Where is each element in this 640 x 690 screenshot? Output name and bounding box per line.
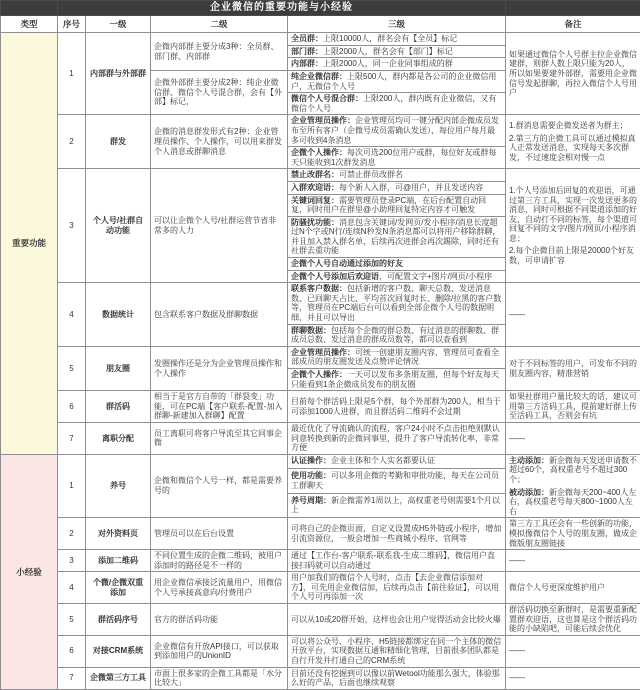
level2-cell: 用企业微信承接泛流量用户，用微信个人号承接高意向/付费用户 <box>151 572 288 604</box>
level3-cell <box>288 604 506 636</box>
no-cell: 3 <box>58 550 86 572</box>
feature-text: 上限10000人，群名会有【全员】标记 <box>323 34 457 43</box>
note-paragraph <box>509 456 637 485</box>
table-row <box>1 572 640 604</box>
level3-cell <box>288 422 506 454</box>
note-cell <box>506 422 640 454</box>
table-row <box>1 346 640 368</box>
no-cell: 7 <box>58 667 86 689</box>
title-spacer-left <box>1 1 58 16</box>
feature-text: 上限500人，群内都是各公司的企业微信用户，无微信个人号 <box>291 72 496 91</box>
note-text: 如果社群用户量比较大的话，建议可用第三方活码工具，提前建好群上传至活码工具，否则会有坑 <box>509 392 637 420</box>
no-cell: 1 <box>58 454 86 518</box>
note-text: 1.个人号添加后回复的欢迎语，可通过第三方工具，实现一次发送更多的消息，同时可根据不同渠道添加的好友，自动打不同的标签，每个渠道可回复不同的文字/图片/网页/小程序消息； <box>509 186 637 243</box>
note-text: 如果通过微信个人号群主拉企业微信建群，则群人数上限只能为20人，所以如果要建外部群，需要用企业微信号发起群聊，再拉入微信个人号用户 <box>509 50 637 97</box>
level1-cell: 离职分配 <box>86 422 151 454</box>
table-row <box>1 550 640 572</box>
feature-text: 上限2000人，群名会有【部门】标记 <box>323 47 453 56</box>
note-paragraph <box>509 583 637 593</box>
note-cell <box>506 169 640 283</box>
note-paragraph <box>509 605 637 634</box>
feature-text: 可以从10或20群开始，这样也会让用户觉得活动会比较火爆 <box>291 615 501 624</box>
no-cell: 5 <box>58 604 86 636</box>
level3-cell <box>288 518 506 550</box>
note-cell <box>506 115 640 169</box>
feature-text: 可禁止群员改群名 <box>339 170 403 179</box>
feature-term: 部门群： <box>291 47 323 56</box>
level2-cell: 员工离职可将客户导流至其它同事企微 <box>151 422 288 454</box>
note-paragraph <box>509 434 637 444</box>
level2-cell: 发圈操作还是分为企业管理员操作和个人操作 <box>151 346 288 390</box>
level1-cell: 群活码序号 <box>86 604 151 636</box>
level1-cell: 企微第三方工具 <box>86 667 151 689</box>
feature-text: 包括每个企微的群总数、有过消息的群聊数、群成员总数、发过消息的群成员数等，都可以查看到 <box>291 326 499 345</box>
feature-text: 包括新增的客户数、聊天总数、发送消息数、已回聊天占比、平均首次回复时长、删除/拉黑的客户数等，管理员在PC端后台可以看到全部企微个人号的数据明细，并且可以导出 <box>291 284 501 322</box>
feature-term: 关键词回复： <box>291 196 339 205</box>
note-paragraph <box>509 392 637 421</box>
note-paragraph <box>509 121 637 131</box>
table-row <box>1 391 640 423</box>
feature-term: 联系客户数据： <box>291 284 347 293</box>
note-term: 主动添加： <box>509 456 549 465</box>
table-body <box>1 33 640 690</box>
level3-cell <box>288 70 506 92</box>
level3-cell <box>288 147 506 169</box>
no-cell: 2 <box>58 115 86 169</box>
table-row <box>1 604 640 636</box>
feature-text: 每个新人入群，可@用户，并且发送内容 <box>339 183 483 192</box>
feature-text: 最近优化了导流确认的流程，客户24小时不点击拒绝则默认同意转换到新的企微同事里，提升了客户导流转化率，非常方便 <box>291 424 500 452</box>
note-cell <box>506 391 640 423</box>
level1-cell: 养号 <box>86 454 151 518</box>
level3-cell <box>288 468 506 493</box>
table-row <box>1 422 640 454</box>
table-row <box>1 33 640 46</box>
table-row <box>1 635 640 667</box>
feature-term: 企业管理员操作： <box>291 116 355 125</box>
note-text: 新企微每天200~400人左右，高权重老号每天800~1000人左右 <box>509 488 636 516</box>
feature-text: 用户加我们的微信个人号时，点击【去企业微信添加对方】，可先用企业微信加，后续再点击【前往验证】，可以用个人号可再添加一次 <box>291 573 499 601</box>
table-row <box>1 518 640 550</box>
note-text: 第三方工具还会有一些创新的功能，模拟像微信个人号的朋友圈，做成企微版朋友圈链接 <box>509 519 637 547</box>
feature-term: 内部群： <box>291 59 323 68</box>
note-cell <box>506 454 640 518</box>
feature-term: 认证操作： <box>291 456 331 465</box>
note-paragraph <box>509 646 637 656</box>
note-cell <box>506 667 640 689</box>
column-header-no: 序号 <box>58 16 86 33</box>
no-cell: 4 <box>58 572 86 604</box>
note-text: —— <box>509 673 525 682</box>
feature-term: 企微个人操作： <box>291 148 347 157</box>
level3-cell <box>288 454 506 468</box>
feature-text: 需要管理员登录PC端，在后台配置自动回复，同时用户在群里@小助理回复特定内容才可触发 <box>291 196 486 215</box>
feature-text: ，可配置文字+图片/网页/小程序 <box>379 272 492 281</box>
level2-cell: 企业微信有开放API接口，可以获取到添加用户的UnionID <box>151 635 288 667</box>
level2-cell: 市面上很多家的企微工具都是「水分比较大」 <box>151 667 288 689</box>
column-header-type: 类型 <box>1 16 58 33</box>
note-paragraph <box>509 134 637 163</box>
level2-cell: 相当于是官方自带的「群裂变」功能，可在PC端【客户联系-配置-加入群聊-新建加入群聊】配置 <box>151 391 288 423</box>
note-paragraph <box>509 488 637 517</box>
column-header-note: 备注 <box>506 16 640 33</box>
table-row <box>1 283 640 324</box>
level3-cell <box>288 115 506 147</box>
column-header-level3: 三级 <box>288 16 506 33</box>
level3-cell <box>288 493 506 518</box>
table-row <box>1 667 640 689</box>
level2-cell: 管理员可以在后台设置 <box>151 518 288 550</box>
feature-term: 入群欢迎语： <box>291 183 339 192</box>
level3-cell <box>288 93 506 115</box>
level1-cell: 对外资料页 <box>86 518 151 550</box>
table-row <box>1 115 640 147</box>
level1-cell: 个人号/社群自动功能 <box>86 169 151 283</box>
title-row <box>1 1 640 16</box>
note-text: 2.第三方的企微工具可以通过模拟真人正常发送消息，实现每天多次群发，不过速度会相对慢一点 <box>509 134 636 162</box>
feature-term: 企微个人号添加后欢迎语 <box>291 272 379 281</box>
level2-cell: 企微的消息群发形式有2种：企业管理员操作、个人操作，可以用来群发个人消息或群聊消息 <box>151 115 288 169</box>
column-header-level1: 一级 <box>86 16 151 33</box>
level2-cell: 可以让企微个人号/社群运营节省非常多的人力 <box>151 169 288 283</box>
level3-cell <box>288 270 506 283</box>
table-row <box>1 454 640 468</box>
level3-cell <box>288 194 506 216</box>
level2-cell: 包含联系客户数据及群聊数据 <box>151 283 288 347</box>
note-cell <box>506 346 640 390</box>
level2-cell: 企微和微信个人号一样，都是需要养号的 <box>151 454 288 518</box>
note-cell <box>506 283 640 347</box>
note-cell <box>506 604 640 636</box>
note-cell <box>506 550 640 572</box>
feature-term: 养号周期： <box>291 496 331 505</box>
level2-cell: 企微内部群主要分成3种：全员群、部门群、内部群 <box>151 33 288 71</box>
level3-cell <box>288 391 506 423</box>
level2-cell: 企微外部群主要分成2种：纯企业微信群、微信个人号混合群，会有【外部】标记， <box>151 70 288 114</box>
section-label: 小经验 <box>1 454 58 689</box>
level1-cell: 群活码 <box>86 391 151 423</box>
level3-cell <box>288 58 506 71</box>
feature-term: 企微个人号自动通过添加的好友 <box>291 259 403 268</box>
level3-cell <box>288 667 506 689</box>
no-cell: 5 <box>58 346 86 390</box>
feature-text: 可将自己的企微页面，自定义设置成H5外链或小程序，增加引流资源位，一般会增加一些商城小程序、官网等 <box>291 524 501 543</box>
feature-text: 上限2000人，同一企业同事组成的群 <box>323 59 453 68</box>
feature-text: 新企微需养1周以上，高权重老号则需要1个月以上 <box>291 496 500 515</box>
note-paragraph <box>509 519 637 548</box>
feature-text: 可统一创建朋友圈内容，管理员可查看全部成员的朋友圈发送及点赞评论情况 <box>291 348 499 367</box>
feature-text: 目前还没有挖掘到可以像以前Wetool功能那么强大，体验那么好的产品，后面也继续观察 <box>291 669 500 688</box>
level1-cell: 数据统计 <box>86 283 151 347</box>
level1-cell: 朋友圈 <box>86 346 151 390</box>
note-cell <box>506 518 640 550</box>
level1-cell: 对接CRM系统 <box>86 635 151 667</box>
note-paragraph <box>509 556 637 566</box>
column-header-level2: 二级 <box>151 16 288 33</box>
level2-cell: 不同位置生成的企微二维码，被用户添加时的路径是不一样的 <box>151 550 288 572</box>
level3-cell <box>288 45 506 58</box>
note-paragraph <box>509 186 637 244</box>
level3-cell <box>288 216 506 257</box>
feature-text: 可以多用企微的考勤和审批功能，每天在公司员工群聊天 <box>291 471 499 490</box>
level3-cell <box>288 283 506 324</box>
note-cell <box>506 33 640 115</box>
note-paragraph <box>509 310 637 320</box>
note-term: 被动添加： <box>509 488 549 497</box>
no-cell: 4 <box>58 283 86 347</box>
level1-cell: 群发 <box>86 115 151 169</box>
note-cell <box>506 572 640 604</box>
feature-term: 全员群： <box>291 34 323 43</box>
note-text: —— <box>509 556 525 565</box>
note-paragraph <box>509 359 637 378</box>
note-text: —— <box>509 434 525 443</box>
feature-text: 每次可选200位用户或群，每位好友或群每天只能收到1次群发消息 <box>291 148 496 167</box>
level3-cell <box>288 369 506 391</box>
feature-text: 通过【工作台-客户联系-联系我-生成二维码】，微信用户直接扫码就可以自动通过 <box>291 551 495 570</box>
title-spacer-right <box>506 1 640 16</box>
note-text: 群活码切换至新群时，是需要重新配置群欢迎语，这也算是这个群活码功能的小缺陷吧，可能后续会优化 <box>509 605 637 633</box>
table-title: 企业微信的重要功能与小经验 <box>58 1 506 16</box>
feature-term: 防骚扰功能： <box>291 218 339 227</box>
level3-cell <box>288 324 506 346</box>
note-text: 新企微每天发送申请数不超过60个，高权重老号不超过300个； <box>509 456 637 484</box>
level3-cell <box>288 550 506 572</box>
level2-cell: 官方的群活码功能 <box>151 604 288 636</box>
no-cell: 6 <box>58 635 86 667</box>
header-row <box>1 16 640 33</box>
note-paragraph <box>509 50 637 98</box>
level3-cell <box>288 346 506 368</box>
feature-term: 群聊数据： <box>291 326 331 335</box>
feature-term: 禁止改群名： <box>291 170 339 179</box>
level3-cell <box>288 169 506 182</box>
level3-cell <box>288 181 506 194</box>
feature-term: 企业管理员操作： <box>291 348 355 357</box>
level3-cell <box>288 33 506 46</box>
level1-cell: 个微/企微双重添加 <box>86 572 151 604</box>
level1-cell: 内部群与外部群 <box>86 33 151 115</box>
feature-term: 企微个人操作： <box>291 370 347 379</box>
note-text: 1.群消息需要企微发送者为群主； <box>509 121 628 130</box>
feature-term: 纯企业微信群： <box>291 72 347 81</box>
note-text: 微信个人号更深度维护用户 <box>509 583 605 592</box>
note-text: 2.每个企微目前上限是20000个好友数，可申请扩容 <box>509 246 634 265</box>
no-cell: 7 <box>58 422 86 454</box>
feature-text: 企业主体和个人实名都要认证 <box>331 456 435 465</box>
table-row <box>1 169 640 182</box>
level3-cell <box>288 258 506 271</box>
level3-cell <box>288 572 506 604</box>
note-text: —— <box>509 646 525 655</box>
feature-term: 使用功能： <box>291 471 331 480</box>
feature-text: 上限200人，群内既有企业微信，又有微信个人号 <box>291 94 496 113</box>
feature-text: 目前每个群活码上限是5个群，每个外部群为200人，相当于可添加1000人进群，而且群活码二维码不会过期 <box>291 397 501 416</box>
note-paragraph <box>509 246 637 265</box>
feature-text: 一天可以发布多条朋友圈，但每个好友每天只能看到1条企微成员发布的朋友圈 <box>291 370 499 389</box>
feature-text: 消息包含关键词/发网页/发小程序/消息长度超过N个字或N行/连续N秒发N条消息都可以将用户移除群聊，并且加入禁入群名单，后续再次进群会再次踢除，同时还有社群去重功能 <box>291 218 500 256</box>
feature-term: 微信个人号混合群： <box>291 94 363 103</box>
no-cell: 2 <box>58 518 86 550</box>
level3-cell <box>288 635 506 667</box>
note-text: —— <box>509 310 525 319</box>
level1-cell: 添加二维码 <box>86 550 151 572</box>
note-paragraph <box>509 673 637 683</box>
note-text: 对于不同标签的用户，可发布不同的朋友圈内容，精准营销 <box>509 359 637 378</box>
no-cell: 6 <box>58 391 86 423</box>
section-label: 重要功能 <box>1 33 58 455</box>
no-cell: 3 <box>58 169 86 283</box>
feature-text: 可以将公众号、小程序、H5链接都绑定在同一个主体的微信开放平台，实现数据互通和精细化管理，目前很多团队都是自行开发并打通自己的CRM系统 <box>291 637 501 665</box>
note-cell <box>506 635 640 667</box>
no-cell: 1 <box>58 33 86 115</box>
feature-text: 企业管理员均可一键分配内部企微成员发布至所有客户（企微号成员需确认发送），每位用户每月最多可收到4条消息 <box>291 116 499 144</box>
